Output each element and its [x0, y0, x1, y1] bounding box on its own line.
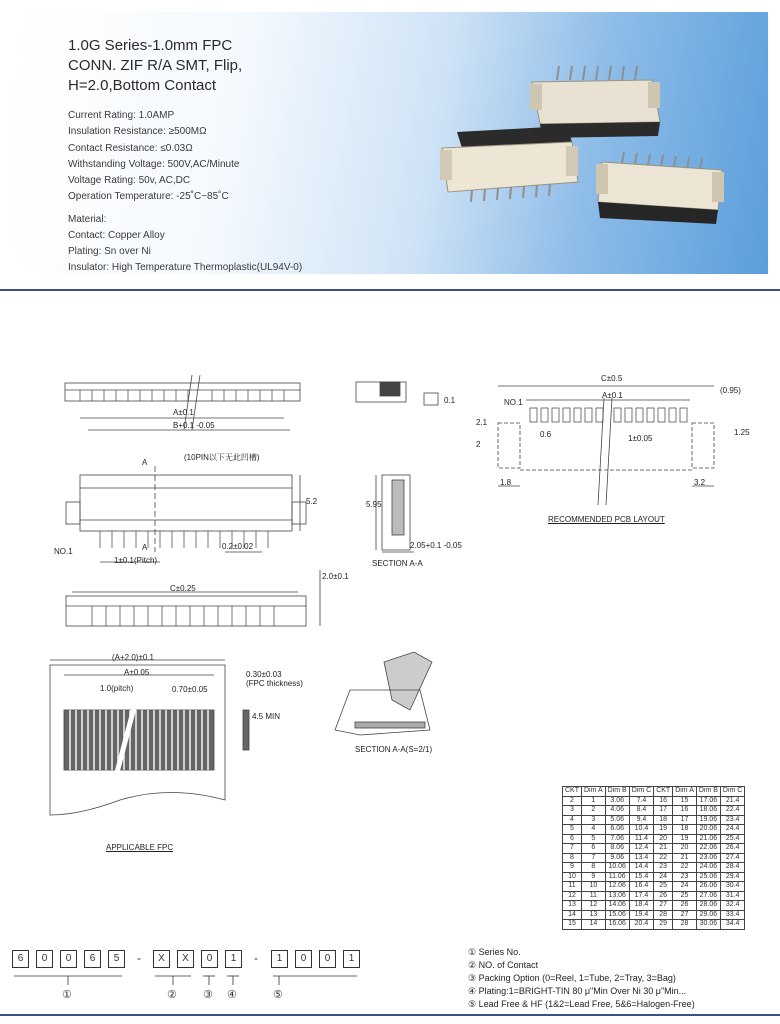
legend-item: ② NO. of Contact — [468, 960, 539, 970]
table-cell: 25.4 — [720, 834, 744, 844]
title-line: CONN. ZIF R/A SMT, Flip, — [68, 57, 243, 74]
dim-label: 0.30±0.03 — [246, 670, 282, 679]
table-cell: 10.06 — [605, 863, 629, 873]
table-cell: 6 — [563, 834, 582, 844]
table-cell: 5 — [582, 834, 606, 844]
spec-list — [68, 108, 239, 206]
table-row — [563, 834, 745, 844]
section-aa-drawing — [376, 475, 414, 552]
table-cell: 32.4 — [720, 901, 744, 911]
table-cell: 4.06 — [605, 806, 629, 816]
table-cell: 10.4 — [629, 825, 653, 835]
table-cell: 25 — [673, 891, 697, 901]
dim-label: 2.1 — [476, 418, 488, 427]
table-row — [563, 920, 745, 930]
table-cell: 6 — [582, 844, 606, 854]
table-cell: 3 — [582, 815, 606, 825]
spec-item: Current Rating: 1.0AMP — [68, 110, 175, 121]
table-cell: 23.06 — [696, 853, 720, 863]
table-row — [563, 806, 745, 816]
part-number-dash: - — [254, 951, 258, 965]
table-cell: 24.4 — [720, 825, 744, 835]
table-cell: 15 — [673, 796, 697, 806]
table-row — [563, 872, 745, 882]
table-row — [563, 863, 745, 873]
legend-item: ③ Packing Option (0=Reel, 1=Tube, 2=Tray, 3=Bag) — [468, 973, 676, 983]
table-cell: 15.4 — [629, 872, 653, 882]
dim-label: SECTION A-A(S=2/1) — [355, 745, 433, 754]
table-cell: 19.4 — [629, 910, 653, 920]
part-number-digit: 0 — [36, 950, 53, 968]
table-cell: 13.4 — [629, 853, 653, 863]
connector-image-3 — [596, 152, 724, 224]
table-cell: 2 — [563, 796, 582, 806]
marker-3: ③ — [203, 989, 213, 1001]
dim-label: C±0.5 — [601, 374, 623, 383]
front-view-drawing — [66, 466, 306, 562]
dim-label: (A+2.0)±0.1 — [112, 653, 154, 662]
marker-4: ④ — [227, 989, 237, 1001]
section-aa-scaled-drawing — [335, 652, 432, 735]
table-cell: 9.06 — [605, 853, 629, 863]
table-cell: 7 — [563, 844, 582, 854]
dim-label: 1.25 — [734, 428, 750, 437]
table-header: Dim B — [605, 787, 629, 797]
table-cell: 26.4 — [720, 844, 744, 854]
table-cell: 9 — [582, 872, 606, 882]
table-cell: 8.4 — [629, 806, 653, 816]
part-number-digit: 0 — [319, 950, 336, 968]
dimension-table — [562, 786, 745, 930]
part-number-digit: 5 — [108, 950, 125, 968]
table-cell: 25 — [654, 882, 673, 892]
table-row — [563, 815, 745, 825]
table-cell: 17 — [673, 815, 697, 825]
table-cell: 28.06 — [696, 901, 720, 911]
dim-label: 2 — [476, 440, 481, 449]
dim-label: (10PIN以下无此凹槽) — [184, 453, 260, 462]
table-cell: 23 — [654, 863, 673, 873]
table-cell: 18.06 — [696, 806, 720, 816]
table-cell: 33.4 — [720, 910, 744, 920]
dim-label: 0.2±0.02 — [222, 542, 254, 551]
material-item: Material: — [68, 214, 107, 225]
table-cell: 16 — [673, 806, 697, 816]
spec-item: Insulation Resistance: ≥500MΩ — [68, 126, 207, 138]
table-cell: 8 — [563, 853, 582, 863]
dim-label: 3.2 — [694, 478, 706, 487]
connector-photo — [422, 52, 742, 232]
section-divider-bottom — [0, 1014, 780, 1016]
table-cell: 15 — [563, 920, 582, 930]
table-cell: 14.4 — [629, 863, 653, 873]
table-cell: 29 — [654, 920, 673, 930]
table-cell: 9 — [563, 863, 582, 873]
table-row — [563, 825, 745, 835]
table-row — [563, 910, 745, 920]
dim-label: B+0.1 -0.05 — [173, 421, 215, 430]
part-number-digit: 6 — [12, 950, 29, 968]
dim-label: NO.1 — [504, 398, 523, 407]
part-number-legend — [468, 946, 695, 1011]
table-cell: 30.4 — [720, 882, 744, 892]
table-cell: 14.06 — [605, 901, 629, 911]
dim-label: 2.0±0.1 — [322, 572, 349, 581]
table-cell: 25.06 — [696, 872, 720, 882]
part-number-digit: X — [153, 950, 170, 968]
table-cell: 20.06 — [696, 825, 720, 835]
table-cell: 16.4 — [629, 882, 653, 892]
table-body — [563, 796, 745, 929]
table-row — [563, 901, 745, 911]
table-cell: 27.06 — [696, 891, 720, 901]
part-number-brackets — [0, 970, 400, 986]
part-number-digit: X — [177, 950, 194, 968]
table-cell: 28 — [654, 910, 673, 920]
dim-label: 5.2 — [306, 497, 318, 506]
dim-label: (0.95) — [720, 386, 741, 395]
table-cell: 4 — [582, 825, 606, 835]
table-cell: 23.4 — [720, 815, 744, 825]
table-cell: 8.06 — [605, 844, 629, 854]
material-list — [68, 212, 302, 274]
table-cell: 24 — [654, 872, 673, 882]
dim-label: 1.8 — [500, 478, 512, 487]
material-item: Plating: Sn over Ni — [68, 246, 151, 257]
table-cell: 7.06 — [605, 834, 629, 844]
dim-label: 4.5 MIN — [252, 712, 281, 721]
dim-label: SECTION A-A — [372, 559, 423, 568]
legend-item: ⑤ Lead Free & HF (1&2=Lead Free, 5&6=Halogen-Free) — [468, 999, 695, 1009]
dim-label: 0.70±0.05 — [172, 685, 208, 694]
dim-label: A±0.1 — [602, 391, 623, 400]
table-cell: 17.06 — [696, 796, 720, 806]
table-cell: 3.06 — [605, 796, 629, 806]
table-cell: 13 — [582, 910, 606, 920]
spec-item: Voltage Rating: 50v, AC,DC — [68, 175, 191, 187]
table-cell: 7.4 — [629, 796, 653, 806]
dim-label: C±0.25 — [170, 584, 196, 593]
table-cell: 6.06 — [605, 825, 629, 835]
table-cell: 24.06 — [696, 863, 720, 873]
table-header: Dim B — [696, 787, 720, 797]
table-cell: 21.4 — [720, 796, 744, 806]
table-cell: 21 — [654, 844, 673, 854]
spec-item: Contact Resistance: ≤0.03Ω — [68, 142, 193, 154]
table-cell: 2 — [582, 806, 606, 816]
table-cell: 16.06 — [605, 920, 629, 930]
dim-label: 1±0.1(Pitch) — [114, 556, 158, 565]
table-cell: 21.06 — [696, 834, 720, 844]
table-header: CKT — [654, 787, 673, 797]
table-cell: 13 — [563, 901, 582, 911]
table-cell: 18.4 — [629, 901, 653, 911]
table-cell: 24 — [673, 882, 697, 892]
applicable-fpc-drawing — [50, 660, 249, 815]
table-cell: 16 — [654, 796, 673, 806]
table-cell: 14 — [582, 920, 606, 930]
table-cell: 12.06 — [605, 882, 629, 892]
table-cell: 28 — [673, 920, 697, 930]
connector-image-2 — [440, 126, 578, 202]
table-cell: 27.4 — [720, 853, 744, 863]
dim-label: A±0.05 — [124, 668, 150, 677]
table-row — [563, 891, 745, 901]
table-cell: 5.06 — [605, 815, 629, 825]
table-cell: 15.06 — [605, 910, 629, 920]
table-cell: 10 — [563, 872, 582, 882]
table-cell: 17.4 — [629, 891, 653, 901]
table-cell: 9.4 — [629, 815, 653, 825]
dim-label: A — [142, 543, 148, 552]
product-title — [68, 36, 242, 96]
dim-label: 5.95 — [366, 500, 382, 509]
table-cell: 12 — [563, 891, 582, 901]
pcb-layout-caption: RECOMMENDED PCB LAYOUT — [548, 515, 665, 524]
part-number-dash: - — [137, 951, 141, 965]
table-header-row — [563, 787, 745, 797]
table-cell: 8 — [582, 863, 606, 873]
applicable-fpc-caption: APPLICABLE FPC — [106, 843, 174, 852]
table-cell: 29.4 — [720, 872, 744, 882]
dim-label: 0.6 — [540, 430, 552, 439]
table-cell: 22 — [654, 853, 673, 863]
dim-label: A — [142, 458, 148, 467]
material-item: Insulator: High Temperature Thermoplastic(UL94V-0) — [68, 262, 303, 273]
table-header: Dim C — [629, 787, 653, 797]
part-number-digit: 1 — [225, 950, 242, 968]
table-row — [563, 853, 745, 863]
table-cell: 31.4 — [720, 891, 744, 901]
table-header: CKT — [563, 787, 582, 797]
table-header: Dim A — [673, 787, 697, 797]
title-line: 1.0G Series-1.0mm FPC — [68, 37, 233, 54]
table-cell: 1 — [582, 796, 606, 806]
table-cell: 30.06 — [696, 920, 720, 930]
table-cell: 27 — [673, 910, 697, 920]
spec-item: Withstanding Voltage: 500V,AC/Minute — [68, 158, 240, 170]
table-cell: 20 — [654, 834, 673, 844]
side-detail-drawing — [356, 382, 438, 405]
table-row — [563, 844, 745, 854]
table-cell: 3 — [563, 806, 582, 816]
table-cell: 22 — [673, 863, 697, 873]
dim-label: (FPC thickness) — [246, 679, 303, 688]
table-cell: 17 — [654, 806, 673, 816]
marker-2: ② — [167, 989, 177, 1001]
table-cell: 27 — [654, 901, 673, 911]
table-cell: 22.4 — [720, 806, 744, 816]
marker-5: ⑤ — [273, 989, 283, 1001]
table-header: Dim A — [582, 787, 606, 797]
pcb-layout-drawing — [498, 386, 714, 505]
table-header: Dim C — [720, 787, 744, 797]
table-cell: 14 — [563, 910, 582, 920]
table-cell: 11 — [563, 882, 582, 892]
marker-1: ① — [62, 989, 72, 1001]
table-row — [563, 882, 745, 892]
table-cell: 23 — [673, 872, 697, 882]
table-cell: 19 — [654, 825, 673, 835]
part-number-digit: 0 — [201, 950, 218, 968]
table-cell: 11 — [582, 891, 606, 901]
side-view-drawing — [66, 570, 320, 626]
part-number-digit: 6 — [84, 950, 101, 968]
table-cell: 19.06 — [696, 815, 720, 825]
title-line: H=2.0,Bottom Contact — [68, 77, 216, 94]
dim-label: 2.05+0.1 -0.05 — [410, 541, 462, 550]
table-cell: 20.4 — [629, 920, 653, 930]
legend-item: ① Series No. — [468, 947, 521, 957]
spec-item: Operation Temperature: -25˚C~85˚C — [68, 191, 229, 203]
part-number-digit: 0 — [60, 950, 77, 968]
table-cell: 12.4 — [629, 844, 653, 854]
part-number-digit: 0 — [295, 950, 312, 968]
table-cell: 29.06 — [696, 910, 720, 920]
part-number-digit: 1 — [343, 950, 360, 968]
table-cell: 11.06 — [605, 872, 629, 882]
table-cell: 12 — [582, 901, 606, 911]
table-cell: 26.06 — [696, 882, 720, 892]
table-cell: 7 — [582, 853, 606, 863]
dim-label: 1.0(pitch) — [100, 684, 134, 693]
header-banner — [12, 12, 768, 274]
dim-label: A±0.1 — [173, 408, 194, 417]
table-cell: 11.4 — [629, 834, 653, 844]
table-cell: 26 — [654, 891, 673, 901]
table-cell: 18 — [654, 815, 673, 825]
table-cell: 34.4 — [720, 920, 744, 930]
material-item: Contact: Copper Alloy — [68, 230, 165, 241]
part-number-digit: 1 — [271, 950, 288, 968]
dim-label: NO.1 — [54, 547, 73, 556]
table-cell: 20 — [673, 844, 697, 854]
table-cell: 4 — [563, 815, 582, 825]
table-row — [563, 796, 745, 806]
table-cell: 18 — [673, 825, 697, 835]
table-cell: 26 — [673, 901, 697, 911]
table-cell: 19 — [673, 834, 697, 844]
table-cell: 21 — [673, 853, 697, 863]
table-cell: 13.06 — [605, 891, 629, 901]
table-cell: 28.4 — [720, 863, 744, 873]
table-cell: 10 — [582, 882, 606, 892]
table-cell: 22.06 — [696, 844, 720, 854]
dim-label: 1±0.05 — [628, 434, 653, 443]
dim-label: 0.1 — [444, 396, 456, 405]
table-cell: 5 — [563, 825, 582, 835]
legend-item: ④ Plating:1=BRIGHT-TIN 80 μ"Min Over Ni 30 μ"Min... — [468, 986, 687, 996]
